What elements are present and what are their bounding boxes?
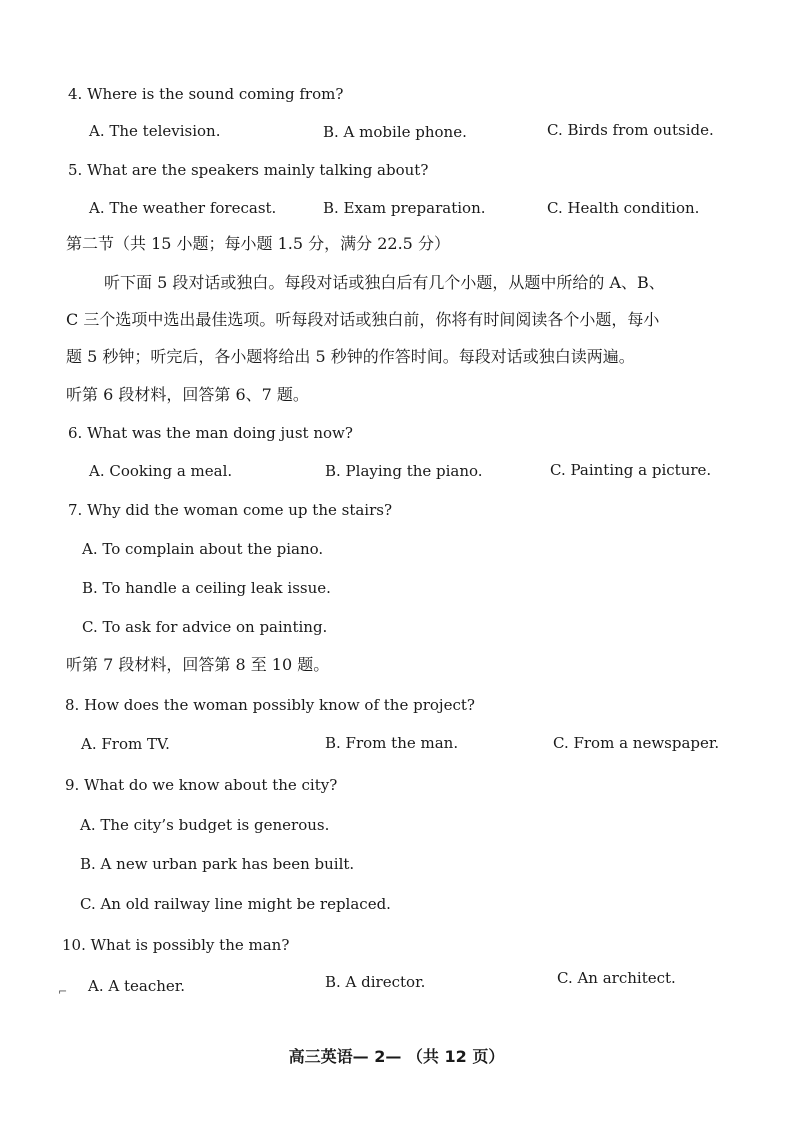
margin-mark: ⌐ [58,985,68,998]
question-6-option-a: A. Cooking a meal. [89,462,233,480]
section-2-heading: 第二节（共 15 小题；每小题 1.5 分，满分 22.5 分） [66,234,450,253]
question-7-option-c: C. To ask for advice on painting. [82,618,328,636]
question-10-option-c: C. An architect. [557,969,676,987]
material-6-heading: 听第 6 段材料，回答第 6、7 题。 [66,385,309,404]
question-9-stem: 9. What do we know about the city? [65,776,338,794]
question-5-option-b: B. Exam preparation. [323,199,486,217]
section-2-instruction-line-3: 题 5 秒钟；听完后，各小题将给出 5 秒钟的作答时间。每段对话或独白读两遍。 [66,347,635,366]
question-9-option-b: B. A new urban park has been built. [80,855,355,873]
question-8-option-a: A. From TV. [81,735,170,753]
question-5-stem: 5. What are the speakers mainly talking about? [68,161,429,179]
question-7-stem: 7. Why did the woman come up the stairs? [68,501,393,519]
question-9-option-c: C. An old railway line might be replaced. [80,895,391,913]
material-7-heading: 听第 7 段材料，回答第 8 至 10 题。 [66,655,330,674]
section-2-instruction-line-2: C 三个选项中选出最佳选项。听每段对话或独白前，你将有时间阅读各个小题，每小 [66,310,660,329]
page-footer: 高三英语— 2— （共 12 页） [288,1047,505,1066]
question-10-stem: 10. What is possibly the man? [62,936,290,954]
question-6-stem: 6. What was the man doing just now? [68,424,353,442]
question-9-option-a: A. The city’s budget is generous. [80,816,330,834]
section-2-instruction-line-1: 听下面 5 段对话或独白。每段对话或独白后有几个小题，从题中所给的 A、B、 [104,273,665,292]
question-8-option-c: C. From a newspaper. [553,734,720,752]
question-8-option-b: B. From the man. [325,734,459,752]
question-8-stem: 8. How does the woman possibly know of the project? [65,696,475,714]
question-6-option-c: C. Painting a picture. [550,461,712,479]
question-10-option-b: B. A director. [325,973,426,991]
question-7-option-a: A. To complain about the piano. [82,540,324,558]
question-6-option-b: B. Playing the piano. [325,462,483,480]
question-5-option-a: A. The weather forecast. [89,199,277,217]
question-7-option-b: B. To handle a ceiling leak issue. [82,579,331,597]
question-4-stem: 4. Where is the sound coming from? [68,85,344,103]
question-10-option-a: A. A teacher. [88,977,186,995]
question-4-option-c: C. Birds from outside. [547,121,714,139]
question-5-option-c: C. Health condition. [547,199,700,217]
question-4-option-b: B. A mobile phone. [323,123,467,141]
question-4-option-a: A. The television. [89,122,221,140]
